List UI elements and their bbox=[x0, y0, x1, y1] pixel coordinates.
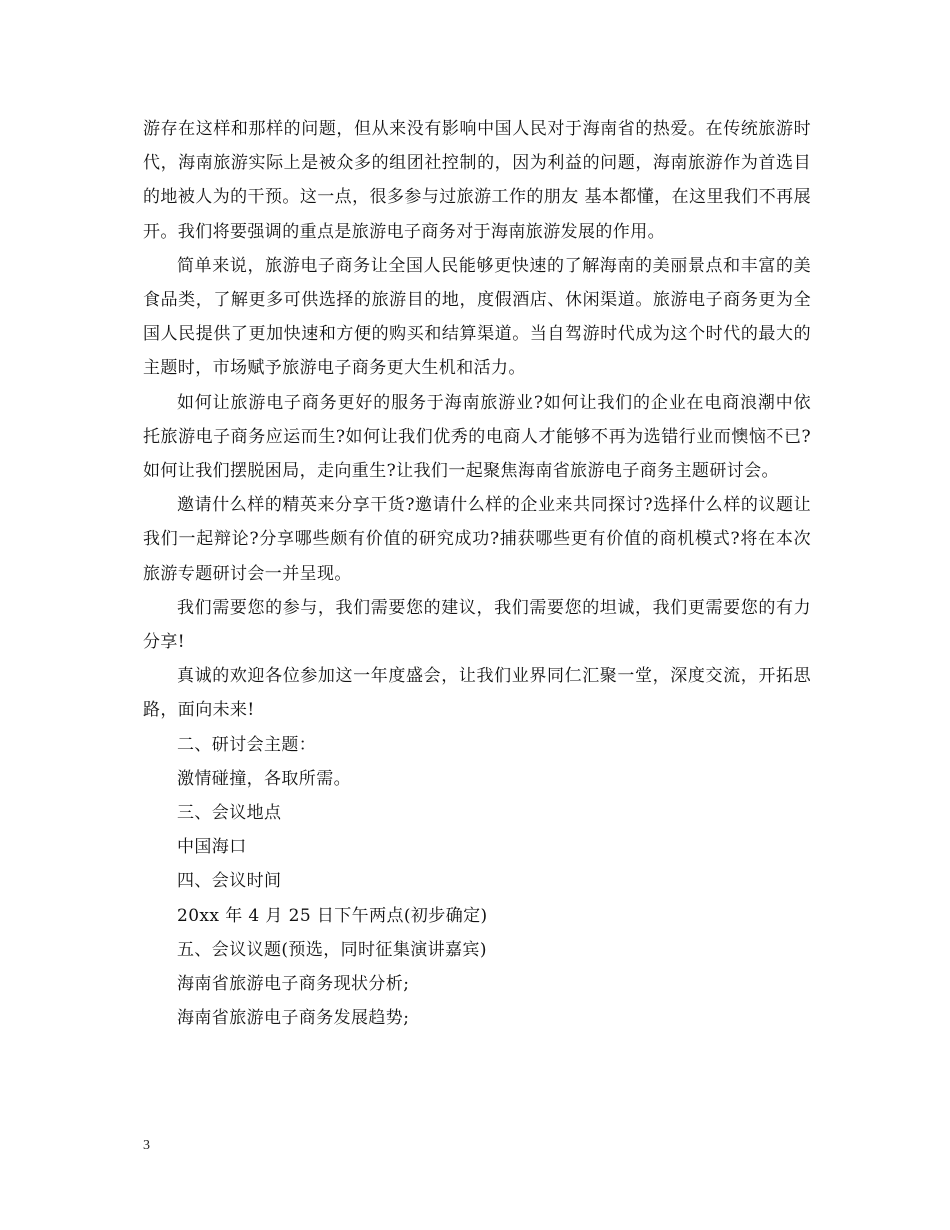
section-topics-heading: 五、会议议题(预选，同时征集演讲嘉宾) bbox=[177, 939, 487, 960]
section-time-heading: 四、会议时间 bbox=[177, 871, 282, 892]
paragraph-continuation: 游存在这样和那样的问题，但从来没有影响中国人民对于海南省的热爱。在传统旅游时代，海南旅游实际上是被众多的组团社控制的，因为利益的问题，海南旅游作为首选目的地被人为的干预。这一点，很多参与过旅游工作的朋友 基本都懂，在这里我们不再展开。我们将要强调的重点是旅游电子商务对于海南旅游发展的作用。 bbox=[143, 119, 811, 242]
paragraph-ecommerce-benefits: 简单来说，旅游电子商务让全国人民能够更快速的了解海南的美丽景点和丰富的美食品类，了解更多可供选择的旅游目的地，度假酒店、休闲渠道。旅游电子商务更为全国人民提供了更加快速和方便的购买和结算渠道。当自驾游时代成为这个时代的最大的主题时，市场赋予旅游电子商务更大生机和活力。 bbox=[143, 255, 811, 379]
section-location-text: 中国海口 bbox=[177, 837, 247, 858]
section-theme-heading: 二、研讨会主题： bbox=[177, 734, 317, 755]
paragraph-welcome: 真诚的欢迎各位参加这一年度盛会，让我们业界同仁汇聚一堂，深度交流，开拓思路，面向未来! bbox=[143, 666, 811, 721]
document-body bbox=[143, 112, 811, 1035]
paragraph-invitation-topics: 邀请什么样的精英来分享干货?邀请什么样的企业来共同探讨?选择什么样的议题让我们一起辩论?分享哪些颇有价值的研究成功?捕获哪些更有价值的商机模式?将在本次旅游专题研讨会一并呈现。 bbox=[143, 495, 811, 584]
topic-item-status-analysis: 海南省旅游电子商务现状分析; bbox=[177, 974, 410, 995]
topic-item-development-trend: 海南省旅游电子商务发展趋势; bbox=[177, 1008, 410, 1029]
section-location-heading: 三、会议地点 bbox=[177, 803, 282, 824]
section-theme-text: 激情碰撞，各取所需。 bbox=[177, 768, 351, 789]
page-number: 3 bbox=[143, 1138, 150, 1153]
section-time-text: 20xx 年 4 月 25 日下午两点(初步确定) bbox=[177, 905, 488, 926]
paragraph-participation: 我们需要您的参与，我们需要您的建议，我们需要您的坦诚，我们更需要您的有力分享! bbox=[143, 597, 811, 653]
paragraph-questions: 如何让旅游电子商务更好的服务于海南旅游业?如何让我们的企业在电商浪潮中依托旅游电子商务应运而生?如何让我们优秀的电商人才能够不再为选错行业而懊恼不已?如何让我们摆脱困局，走向重生?让我们一起聚焦海南省旅游电子商务主题研讨会。 bbox=[143, 392, 811, 482]
